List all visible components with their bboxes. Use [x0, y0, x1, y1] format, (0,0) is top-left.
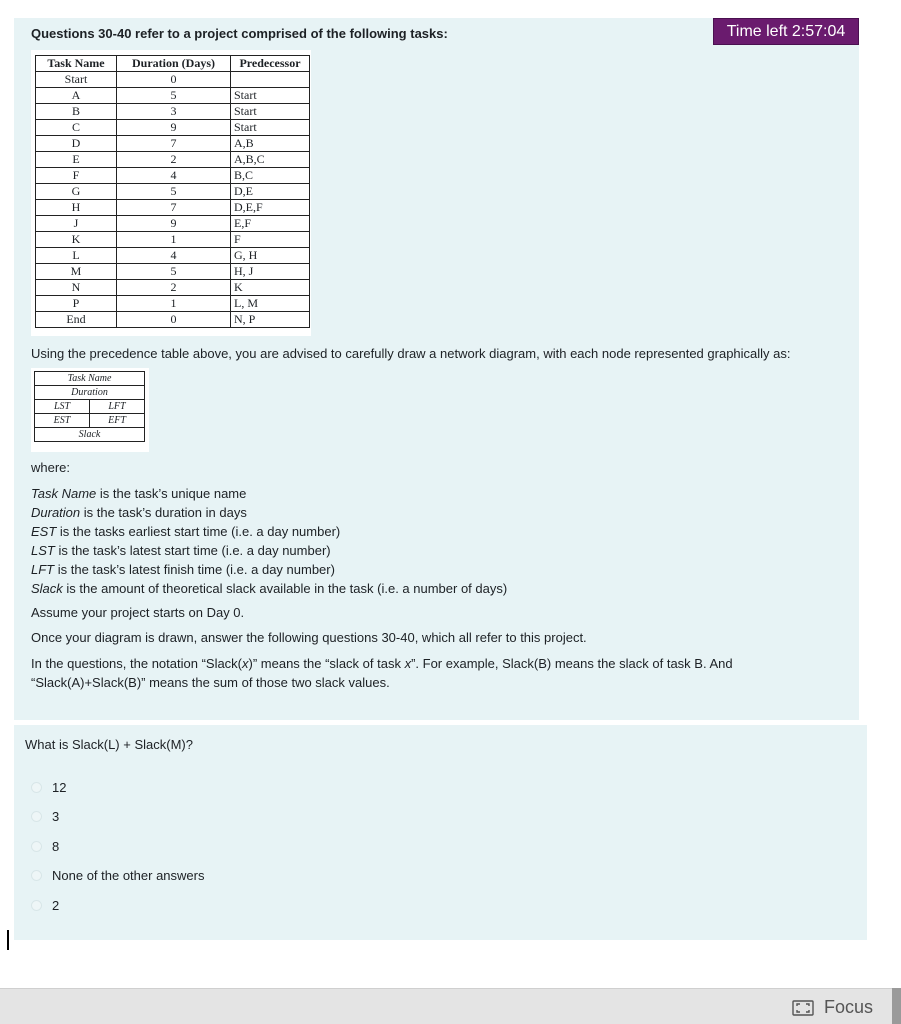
info-title: Questions 30-40 refer to a project comprised of the following tasks: — [31, 26, 448, 41]
definition-desc: is the tasks earliest start time (i.e. a day number) — [56, 524, 341, 539]
answer-option[interactable] — [31, 839, 59, 854]
duration-cell: 1 — [117, 232, 231, 248]
table-row — [36, 120, 310, 136]
table-row — [36, 216, 310, 232]
predecessor-cell: Start — [231, 88, 310, 104]
task-name-cell: H — [36, 200, 117, 216]
duration-cell: 4 — [117, 248, 231, 264]
table-row — [36, 264, 310, 280]
answer-option[interactable] — [31, 868, 204, 883]
definition-term: LST — [31, 543, 55, 558]
task-name-cell: K — [36, 232, 117, 248]
radio-button[interactable] — [31, 811, 42, 822]
table-row — [36, 280, 310, 296]
legend-lst: LST — [35, 400, 90, 414]
precedence-table — [35, 55, 310, 328]
predecessor-cell: Start — [231, 120, 310, 136]
definition-term: LFT — [31, 562, 55, 577]
radio-button[interactable] — [31, 841, 42, 852]
answer-label: 2 — [52, 898, 60, 913]
definition-term: Slack — [31, 581, 63, 596]
duration-cell: 5 — [117, 88, 231, 104]
duration-cell: 7 — [117, 200, 231, 216]
task-name-cell: J — [36, 216, 117, 232]
scrollbar-edge[interactable] — [892, 988, 901, 1024]
definition-desc: is the task’s latest finish time (i.e. a day number) — [54, 562, 335, 577]
table-row — [36, 136, 310, 152]
duration-cell: 9 — [117, 216, 231, 232]
notation-text-line2: “Slack(A)+Slack(B)” means the sum of those two slack values. — [31, 675, 390, 690]
duration-cell: 5 — [117, 264, 231, 280]
header-duration: Duration (Days) — [117, 56, 231, 72]
predecessor-cell: F — [231, 232, 310, 248]
definition-desc: is the amount of theoretical slack available in the task (i.e. a number of days) — [62, 581, 508, 596]
answer-option[interactable] — [31, 809, 59, 824]
answer-label: 3 — [52, 809, 60, 824]
answer-option[interactable] — [31, 780, 66, 795]
task-name-cell: A — [36, 88, 117, 104]
task-name-cell: F — [36, 168, 117, 184]
answer-option[interactable] — [31, 898, 59, 913]
duration-cell: 0 — [117, 72, 231, 88]
predecessor-cell: G, H — [231, 248, 310, 264]
table-row — [36, 72, 310, 88]
duration-cell: 4 — [117, 168, 231, 184]
predecessor-cell: D,E,F — [231, 200, 310, 216]
table-row — [36, 168, 310, 184]
duration-cell: 0 — [117, 312, 231, 328]
legend-slack: Slack — [35, 428, 145, 442]
legend-duration: Duration — [35, 386, 145, 400]
task-name-cell: P — [36, 296, 117, 312]
header-task-name: Task Name — [36, 56, 117, 72]
legend-lft: LFT — [90, 400, 145, 414]
duration-cell: 1 — [117, 296, 231, 312]
duration-cell: 7 — [117, 136, 231, 152]
task-name-cell: Start — [36, 72, 117, 88]
question-text: What is Slack(L) + Slack(M)? — [25, 737, 193, 752]
table-row — [36, 312, 310, 328]
where-label: where: — [31, 460, 71, 475]
focus-label: Focus — [823, 997, 873, 1017]
task-name-cell: E — [36, 152, 117, 168]
definition-item — [31, 485, 246, 503]
notation-text-line1: In the questions, the notation “Slack(x)” means the “slack of task x”. For example, Slack(B) means the slack of task B. And — [31, 656, 733, 671]
duration-cell: 9 — [117, 120, 231, 136]
table-row — [36, 104, 310, 120]
definition-item — [31, 561, 335, 579]
table-row — [36, 184, 310, 200]
duration-cell: 2 — [117, 280, 231, 296]
predecessor-cell: B,C — [231, 168, 310, 184]
definition-item — [31, 580, 507, 598]
duration-cell: 2 — [117, 152, 231, 168]
predecessor-cell: K — [231, 280, 310, 296]
task-name-cell: End — [36, 312, 117, 328]
definition-item — [31, 542, 331, 560]
network-instruction: Using the precedence table above, you are advised to carefully draw a network diagram, with each node represented graphically as: — [31, 346, 791, 361]
definition-desc: is the task’s unique name — [96, 486, 247, 501]
radio-button[interactable] — [31, 900, 42, 911]
legend-task-name: Task Name — [35, 372, 145, 386]
definition-term: Duration — [31, 505, 81, 520]
predecessor-cell: D,E — [231, 184, 310, 200]
definition-term: EST — [31, 524, 57, 539]
task-name-cell: M — [36, 264, 117, 280]
task-name-cell: D — [36, 136, 117, 152]
predecessor-cell: L, M — [231, 296, 310, 312]
task-name-cell: L — [36, 248, 117, 264]
predecessor-cell: Start — [231, 104, 310, 120]
table-row — [36, 152, 310, 168]
definition-desc: is the task’s latest start time (i.e. a day number) — [54, 543, 331, 558]
focus-button[interactable] — [792, 997, 873, 1018]
task-name-cell: B — [36, 104, 117, 120]
bottom-bar — [0, 988, 901, 1024]
duration-cell: 3 — [117, 104, 231, 120]
question-panel — [14, 725, 867, 940]
definition-term: Task Name — [31, 486, 97, 501]
radio-button[interactable] — [31, 782, 42, 793]
predecessor-cell: E,F — [231, 216, 310, 232]
once-text: Once your diagram is drawn, answer the following questions 30-40, which all refer to this project. — [31, 630, 587, 645]
task-name-cell: G — [36, 184, 117, 200]
task-name-cell: N — [36, 280, 117, 296]
predecessor-cell: N, P — [231, 312, 310, 328]
text-cursor — [7, 930, 9, 950]
legend-eft: EFT — [90, 414, 145, 428]
table-row — [36, 296, 310, 312]
answer-label: None of the other answers — [52, 868, 205, 883]
precedence-table-image — [31, 50, 311, 336]
predecessor-cell: A,B,C — [231, 152, 310, 168]
definition-item — [31, 504, 247, 522]
header-predecessor: Predecessor — [231, 56, 310, 72]
table-row — [36, 88, 310, 104]
task-name-cell: C — [36, 120, 117, 136]
node-legend — [34, 371, 145, 442]
time-left-badge: Time left 2:57:04 — [713, 18, 859, 45]
predecessor-cell: A,B — [231, 136, 310, 152]
definition-desc: is the task’s duration in days — [80, 505, 247, 520]
legend-est: EST — [35, 414, 90, 428]
table-row — [36, 232, 310, 248]
answer-label: 8 — [52, 839, 60, 854]
table-row — [36, 248, 310, 264]
predecessor-cell — [231, 72, 310, 88]
radio-button[interactable] — [31, 870, 42, 881]
node-legend-image — [31, 368, 149, 452]
predecessor-cell: H, J — [231, 264, 310, 280]
assume-text: Assume your project starts on Day 0. — [31, 605, 245, 620]
answer-label: 12 — [52, 780, 67, 795]
definition-item — [31, 523, 340, 541]
duration-cell: 5 — [117, 184, 231, 200]
table-row — [36, 200, 310, 216]
focus-icon — [792, 1000, 814, 1016]
